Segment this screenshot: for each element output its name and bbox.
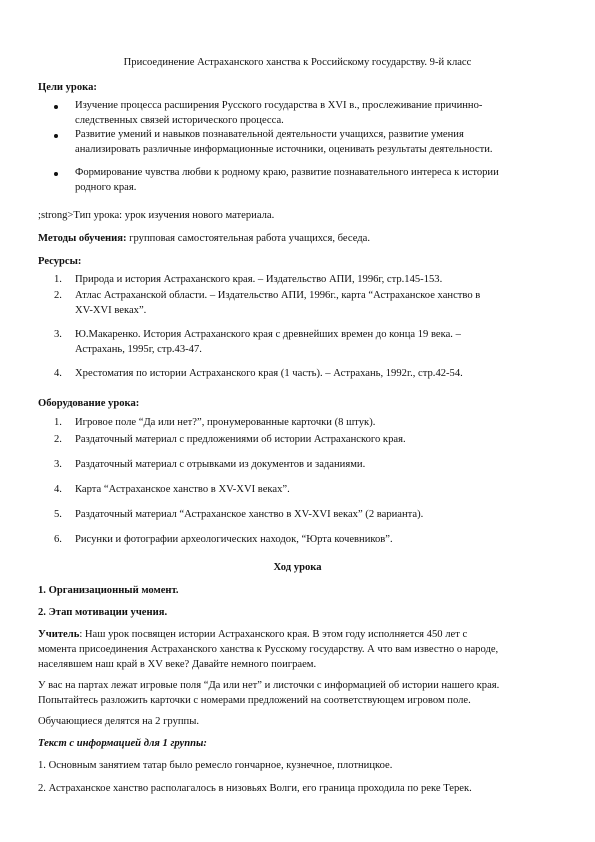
list-number: 4.	[54, 484, 62, 495]
list-number: 3.	[54, 329, 62, 340]
equipment-item-4: Карта “Астраханское ханство в XV-XVI веках”.	[75, 484, 290, 495]
equipment-item-3: Раздаточный материал с отрывками из документов и заданиями.	[75, 459, 366, 470]
goal-item-1-line-2: следственных связей исторического процесса.	[75, 115, 284, 126]
resource-item-3-line-1: Ю.Макаренко. История Астраханского края с древнейших времен до конца 19 века. –	[75, 329, 461, 340]
goal-item-3-line-1: Формирование чувства любви к родному краю, развитие познавательного интереса к истории	[75, 167, 499, 178]
resource-item-2-line-2: XV-XVI веках”.	[75, 305, 147, 316]
list-number: 6.	[54, 534, 62, 545]
teacher-line-3: населявшем наш край в XV веке? Давайте немного поиграем.	[38, 659, 317, 670]
bullet-icon	[54, 172, 58, 176]
list-number: 5.	[54, 509, 62, 520]
list-number: 1.	[54, 417, 62, 428]
equipment-item-5: Раздаточный материал “Астраханское ханство в XV-XVI веках” (2 варианта).	[75, 509, 424, 520]
instruction-line-1: У вас на партах лежат игровые поля “Да или нет” и листочки с информацией об истории нашего края.	[38, 680, 500, 691]
goal-item-1-line-1: Изучение процесса расширения Русского государства в XVI в., прослеживание причинно-	[75, 100, 483, 111]
list-number: 4.	[54, 368, 62, 379]
teacher-label: Учитель	[38, 629, 80, 640]
instruction-line-2: Попытайтесь разложить карточки с номерами предложений на соответствующем игровом поле.	[38, 695, 471, 706]
list-number: 2.	[54, 290, 62, 301]
goal-item-2-line-2: анализировать различные информационные источники, оценивать результаты деятельности.	[75, 144, 493, 155]
course-heading: Ход урока	[273, 562, 322, 573]
document-title: Присоединение Астраханского ханства к Российскому государству. 9-й класс	[123, 57, 472, 68]
fact-item-1: 1. Основным занятием татар было ремесло гончарное, кузнечное, плотницкое.	[38, 760, 393, 771]
teacher-line-1	[38, 628, 467, 642]
methods-label: Методы обучения:	[38, 233, 127, 244]
resource-item-2-line-1: Атлас Астраханской области. – Издательство АПИ, 1996г., карта “Астраханское ханство в	[75, 290, 481, 301]
equipment-heading: Оборудование урока:	[38, 398, 140, 409]
resources-heading: Ресурсы:	[38, 256, 82, 267]
methods-line	[38, 232, 370, 246]
goals-heading: Цели урока:	[38, 82, 97, 93]
list-number: 2.	[54, 434, 62, 445]
fact-item-2: 2. Астраханское ханство располагалось в низовьях Волги, его граница проходила по реке Терек.	[38, 783, 472, 794]
lesson-type: ;strong>Тип урока: урок изучения нового материала.	[38, 210, 275, 221]
equipment-item-2: Раздаточный материал с предложениями об истории Астраханского края.	[75, 434, 406, 445]
resource-item-1-line-1: Природа и история Астраханского края. – Издательство АПИ, 1996г, стр.145-153.	[75, 274, 443, 285]
methods-text: групповая самостоятельная работа учащихся, беседа.	[126, 233, 371, 244]
teacher-text: : Наш урок посвящен истории Астраханского края. В этом году исполняется 450 лет с	[79, 629, 468, 640]
groups-text: Обучающиеся делятся на 2 группы.	[38, 716, 199, 727]
resource-item-4-line-1: Хрестоматия по истории Астраханского края (1 часть). – Астрахань, 1992г., стр.42-54.	[75, 368, 463, 379]
bullet-icon	[54, 134, 58, 138]
bullet-icon	[54, 105, 58, 109]
step-2-heading: 2. Этап мотивации учения.	[38, 607, 168, 618]
resource-item-3-line-2: Астрахань, 1995г, стр.43-47.	[75, 344, 202, 355]
equipment-item-1: Игровое поле “Да или нет?”, пронумерованные карточки (8 штук).	[75, 417, 376, 428]
list-number: 3.	[54, 459, 62, 470]
group-1-heading: Текст с информацией для 1 группы:	[38, 738, 207, 749]
goal-item-3-line-2: родного края.	[75, 182, 137, 193]
step-1-heading: 1. Организационный момент.	[38, 585, 179, 596]
teacher-line-2: момента присоединения Астраханского ханства к Русскому государству. А что вам известно о народе,	[38, 644, 499, 655]
equipment-item-6: Рисунки и фотографии археологических находок, “Юрта кочевников”.	[75, 534, 393, 545]
list-number: 1.	[54, 274, 62, 285]
goal-item-2-line-1: Развитие умений и навыков познавательной деятельности учащихся, развитие умения	[75, 129, 464, 140]
